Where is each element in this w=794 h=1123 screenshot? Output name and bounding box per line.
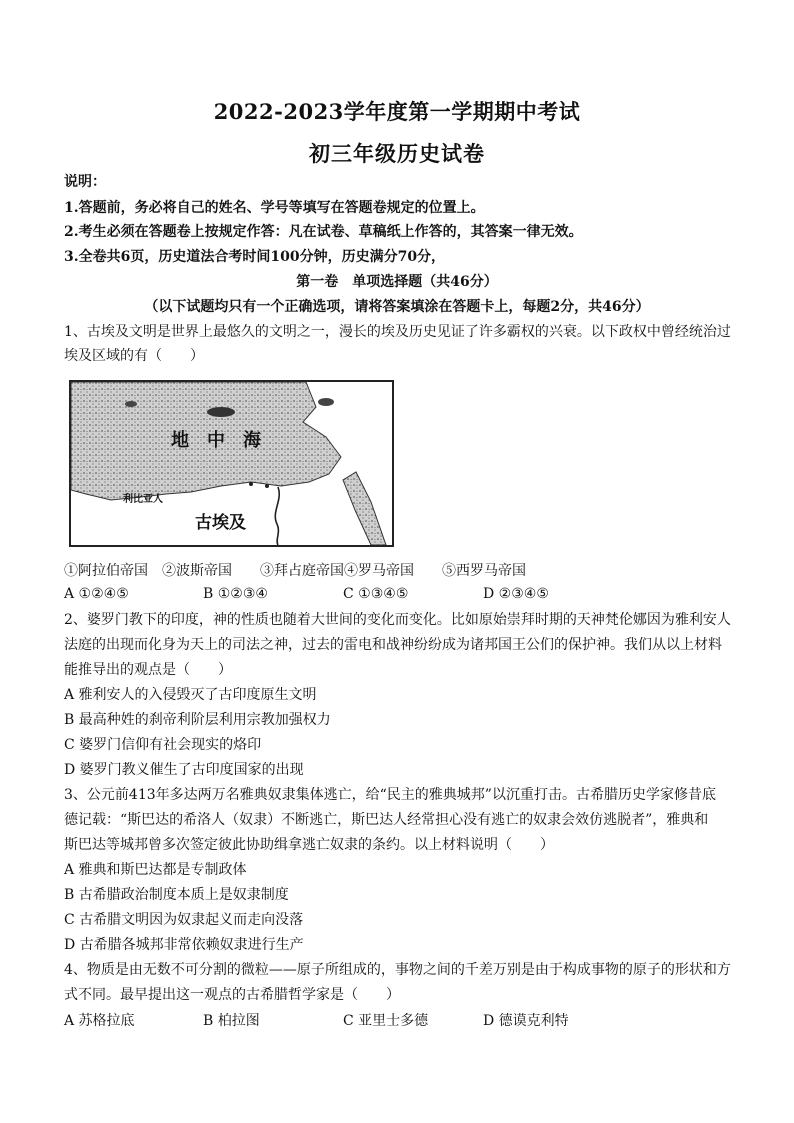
notes-label: 说明： bbox=[64, 174, 106, 190]
note-item-2: 2.考生必须在答题卷上按规定作答：凡在试卷、草稿纸上作答的，其答案一律无效。 bbox=[64, 224, 583, 240]
section-heading: 第一卷 单项选择题（共46分） bbox=[296, 274, 498, 290]
note-item-3: 3.全卷共6页，历史道法合考时间100分钟，历史满分70分， bbox=[64, 249, 446, 265]
q3-stem-line-1: 3、公元前413年多达两万名雅典奴隶集体逃亡，给“民主的雅典城邦”以沉重打击。古希腊历史学家修昔底 bbox=[64, 787, 716, 803]
q2-option-c: C 婆罗门信仰有社会现实的烙印 bbox=[64, 737, 262, 753]
map-label-libya: 利比亚人 bbox=[123, 494, 163, 505]
q1-option-d: D ②③④⑤ bbox=[483, 586, 549, 602]
map-label-egypt: 古埃及 bbox=[195, 513, 246, 533]
q3-option-b: B 古希腊政治制度本质上是奴隶制度 bbox=[64, 887, 289, 903]
q1-option-a: A ①②④⑤ bbox=[64, 586, 129, 602]
q1-stem-line-1: 1、古埃及文明是世界上最悠久的文明之一，漫长的埃及历史见证了许多霸权的兴衰。以下政权中曾经统治过 bbox=[64, 324, 731, 340]
q1-stem-line-2: 埃及区域的有（ ） bbox=[64, 348, 204, 364]
q2-stem-line-2: 法庭的出现而化身为天上的司法之神，过去的雷电和战神纷纷成为诸邦国王公们的保护神。我们从以上材料 bbox=[64, 637, 722, 653]
q2-option-a: A 雅利安人的入侵毁灭了古印度原生文明 bbox=[64, 687, 317, 703]
q1-option-c: C ①③④⑤ bbox=[343, 586, 409, 602]
exam-title: 2022-2023学年度第一学期期中考试 bbox=[213, 99, 581, 124]
exam-subtitle: 初三年级历史试卷 bbox=[309, 141, 485, 166]
q4-option-d: D 德谟克利特 bbox=[483, 1013, 569, 1029]
q4-option-c: C 亚里士多德 bbox=[343, 1013, 429, 1029]
note-item-1: 1.答题前，务必将自己的姓名、学号等填写在答题卷规定的位置上。 bbox=[64, 200, 485, 216]
q1-option-b: B ①②③④ bbox=[203, 586, 268, 602]
q2-option-d: D 婆罗门教义催生了古印度国家的出现 bbox=[64, 762, 304, 778]
q3-stem-line-3: 斯巴达等城邦曾多次签定彼此协助缉拿逃亡奴隶的条约。以上材料说明（ ） bbox=[64, 837, 554, 853]
q4-option-b: B 柏拉图 bbox=[203, 1013, 260, 1029]
q4-stem-line-2: 式不同。最早提出这一观点的古希腊哲学家是（ ） bbox=[64, 987, 400, 1003]
q2-stem-line-3: 能推导出的观点是（ ） bbox=[64, 662, 232, 678]
q3-option-c: C 古希腊文明因为奴隶起义而走向没落 bbox=[64, 912, 304, 928]
q3-option-d: D 古希腊各城邦非常依赖奴隶进行生产 bbox=[64, 937, 304, 953]
q3-option-a: A 雅典和斯巴达都是专制政体 bbox=[64, 862, 247, 878]
q2-option-b: B 最高种姓的刹帝利阶层利用宗教加强权力 bbox=[64, 712, 331, 728]
q4-option-a: A 苏格拉底 bbox=[64, 1013, 135, 1029]
q2-stem-line-1: 2、婆罗门教下的印度，神的性质也随着大世间的变化而变化。比如原始崇拜时期的天神梵伦娜因为雅利安人 bbox=[64, 612, 731, 628]
section-instruction: （以下试题均只有一个正确选项，请将答案填涂在答题卡上，每题2分，共46分） bbox=[144, 299, 650, 315]
q4-stem-line-1: 4、物质是由无数不可分割的微粒——原子所组成的，事物之间的千差万别是由于构成事物的原子的形状和方 bbox=[64, 962, 731, 978]
q1-choices-list: ①阿拉伯帝国 ②波斯帝国 ③拜占庭帝国④罗马帝国 ⑤西罗马帝国 bbox=[64, 563, 526, 579]
egypt-map-figure bbox=[69, 380, 394, 547]
q3-stem-line-2: 德记载：“斯巴达的希洛人（奴隶）不断逃亡，斯巴达人经常担心没有逃亡的奴隶会效仿逃脱者”，雅典和 bbox=[64, 812, 709, 828]
map-label-sea: 地 中 海 bbox=[171, 430, 261, 451]
